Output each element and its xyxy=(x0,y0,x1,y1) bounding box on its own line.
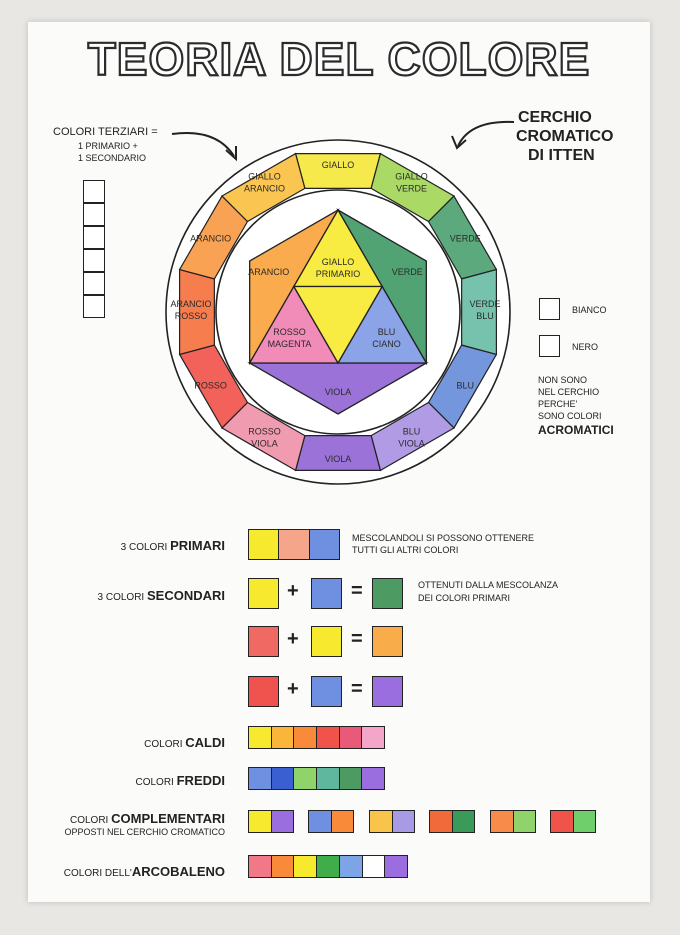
primari-note-1: MESCOLANDOLI SI POSSONO OTTENERE xyxy=(352,533,535,543)
wheel-segment-label-line1: ARANCIO xyxy=(190,233,232,244)
itten-line1: CERCHIO xyxy=(518,109,592,126)
secondari-note-2: DEI COLORI PRIMARI xyxy=(418,593,511,603)
swatch-blue xyxy=(311,676,342,707)
acromatici-label: ACROMATICI xyxy=(538,423,614,437)
swatch xyxy=(370,811,393,832)
wheel-segment-label-line2: ARANCIO xyxy=(243,183,286,194)
terziari-box xyxy=(83,203,105,226)
bianco-label: BIANCO xyxy=(572,305,607,315)
wheel-segment-label-line1: BLU xyxy=(456,380,475,391)
acromatici-note-2: NEL CERCHIO xyxy=(538,387,600,397)
swatch xyxy=(249,727,272,748)
complement-pair xyxy=(369,810,415,833)
swatch xyxy=(340,856,363,877)
secondary-green-label-line1: VERDE xyxy=(391,267,423,277)
wheel-segment-label-line2: BLU xyxy=(476,311,494,321)
wheel-segment-label-line1: VERDE xyxy=(469,299,501,309)
acromatici-note-1: NON SONO xyxy=(538,375,588,385)
equals-sign: = xyxy=(351,678,363,700)
swatch xyxy=(317,856,340,877)
swatch xyxy=(430,811,453,832)
swatch xyxy=(294,727,317,748)
freddi-label: COLORI FREDDI xyxy=(135,773,225,788)
wheel-segment-label-line1: GIALLO xyxy=(321,160,355,170)
swatch xyxy=(249,768,272,789)
swatch-yellow xyxy=(311,626,342,657)
swatch xyxy=(551,811,574,832)
wheel-segment-label-line1: VERDE xyxy=(449,233,481,244)
secondari-label: 3 COLORI SECONDARI xyxy=(97,588,225,603)
complement-pair xyxy=(550,810,596,833)
terziari-box xyxy=(83,295,105,318)
swatch xyxy=(362,768,384,789)
swatch xyxy=(310,530,339,559)
swatch xyxy=(340,727,363,748)
complementari-label: COLORI COMPLEMENTARI xyxy=(70,811,225,826)
swatch xyxy=(385,856,407,877)
terziari-heading: COLORI TERZIARI = xyxy=(53,126,158,138)
swatch xyxy=(294,856,317,877)
swatch xyxy=(272,811,294,832)
arcobaleno-strip xyxy=(248,855,408,878)
primary-yellow-label-line2: PRIMARIO xyxy=(315,269,361,279)
secondari-note-1: OTTENUTI DALLA MESCOLANZA xyxy=(418,580,559,590)
swatch-blue xyxy=(311,578,342,609)
swatch xyxy=(362,727,384,748)
swatch xyxy=(249,530,279,559)
plus-sign: + xyxy=(287,628,299,650)
equals-sign: = xyxy=(351,580,363,602)
caldi-label: COLORI CALDI xyxy=(144,735,225,750)
nero-label: NERO xyxy=(572,342,599,352)
acromatici-note-4: SONO COLORI xyxy=(538,411,602,421)
primary-red-label-line1: ROSSO xyxy=(273,327,306,337)
swatch xyxy=(491,811,514,832)
terziari-line1: 1 PRIMARIO + xyxy=(78,141,138,151)
swatch-yellow xyxy=(248,578,279,609)
swatch xyxy=(453,811,475,832)
wheel-segment-label-line2: VIOLA xyxy=(251,438,278,449)
swatch-red xyxy=(248,676,279,707)
equals-sign: = xyxy=(351,628,363,650)
bianco-box xyxy=(539,298,560,320)
color-wheel xyxy=(158,132,518,492)
swatch xyxy=(363,856,386,877)
nero-box xyxy=(539,335,560,357)
freddi-strip xyxy=(248,767,385,790)
secondary-orange-label-line1: ARANCIO xyxy=(248,267,290,277)
swatch xyxy=(294,768,317,789)
wheel-segment-label-line1: ARANCIO xyxy=(170,299,212,309)
wheel-segment-label-line2: VIOLA xyxy=(398,438,425,449)
swatch xyxy=(309,811,332,832)
wheel-segment-label-line1: GIALLO xyxy=(395,171,428,182)
poster-sheet xyxy=(28,22,650,902)
wheel-segment-label-line2: VERDE xyxy=(395,183,428,194)
complement-pair xyxy=(490,810,536,833)
complement-pair xyxy=(429,810,475,833)
swatch xyxy=(249,811,272,832)
terziari-box xyxy=(83,180,105,203)
swatch xyxy=(332,811,354,832)
terziari-box xyxy=(83,226,105,249)
swatch xyxy=(272,856,295,877)
acromatici-note-3: PERCHE' xyxy=(538,399,578,409)
complement-pair xyxy=(248,810,294,833)
swatch xyxy=(279,530,309,559)
primary-blue-label-line1: BLU xyxy=(377,327,396,337)
wheel-segment xyxy=(296,154,381,189)
wheel-segment-label-line1: BLU xyxy=(402,426,421,437)
itten-line3: DI ITTEN xyxy=(528,147,595,164)
plus-sign: + xyxy=(287,678,299,700)
wheel-segment-label-line1: ROSSO xyxy=(248,426,281,437)
swatch xyxy=(340,768,363,789)
primary-blue-label-line2: CIANO xyxy=(372,339,401,349)
caldi-strip xyxy=(248,726,385,749)
swatch xyxy=(272,768,295,789)
primari-label: 3 COLORI PRIMARI xyxy=(120,538,225,553)
secondary-violet-label-line1: VIOLA xyxy=(324,387,352,397)
wheel-segment-label-line1: ROSSO xyxy=(194,380,227,391)
complementari-sublabel: OPPOSTI NEL CERCHIO CROMATICO xyxy=(64,827,225,837)
itten-line2: CROMATICO xyxy=(516,128,614,145)
wheel-segment-label-line2: ROSSO xyxy=(174,311,208,321)
swatch-red xyxy=(248,626,279,657)
swatch xyxy=(249,856,272,877)
swatch xyxy=(317,768,340,789)
complement-pair xyxy=(308,810,354,833)
swatch xyxy=(317,727,340,748)
plus-sign: + xyxy=(287,580,299,602)
primari-strip xyxy=(248,529,340,560)
primari-note-2: TUTTI GLI ALTRI COLORI xyxy=(352,545,459,555)
swatch-violet xyxy=(372,676,403,707)
swatch xyxy=(574,811,596,832)
swatch-green xyxy=(372,578,403,609)
wheel-segment-label-line1: VIOLA xyxy=(324,454,352,464)
swatch xyxy=(272,727,295,748)
terziari-line2: 1 SECONDARIO xyxy=(78,153,147,163)
wheel-segment-label-line1: GIALLO xyxy=(248,171,281,182)
arcobaleno-label: COLORI DELL'ARCOBALENO xyxy=(63,864,225,879)
terziari-box xyxy=(83,272,105,295)
primary-yellow-label-line1: GIALLO xyxy=(321,257,355,267)
swatch xyxy=(393,811,415,832)
swatch-orange xyxy=(372,626,403,657)
page-title: TEORIA DEL COLORE xyxy=(87,33,591,85)
primary-red-label-line2: MAGENTA xyxy=(267,339,312,349)
terziari-box xyxy=(83,249,105,272)
swatch xyxy=(514,811,536,832)
